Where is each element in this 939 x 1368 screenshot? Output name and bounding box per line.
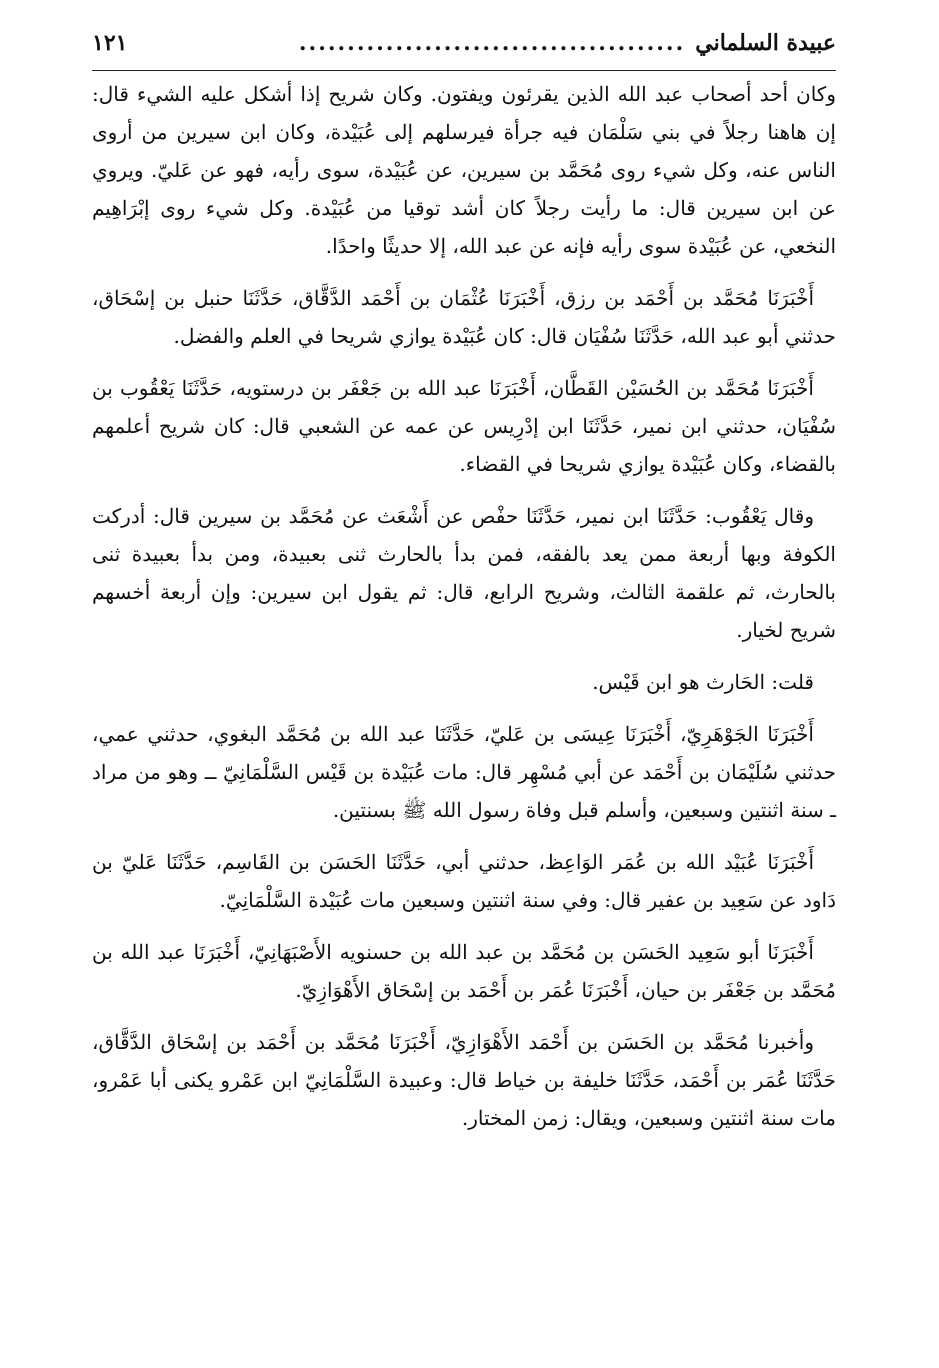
paragraph-5: قلت: الحَارث هو ابن قَيْس.	[592, 670, 814, 694]
running-header	[92, 30, 836, 71]
paragraph-7: أَخْبَرَنَا عُبَيْد الله بن عُمَر الوَاعِظ، حدثني أبي، حَدَّثَنَا الحَسَن بن القَاسِم، حَدَّثَنَا عَليّ بن دَاود عن سَعِيد بن عفير قال: وفي سنة اثنتين وسبعين مات عُبَيْدة السَّلْمَانِيّ.	[92, 850, 836, 912]
paragraph-8: أَخْبَرَنَا أبو سَعِيد الحَسَن بن مُحَمَّد بن عبد الله بن حسنويه الأَصْبَهَانِيّ، أَخْبَرَنَا عبد الله بن مُحَمَّد بن جَعْفَر بن حيان، أَخْبَرَنَا عُمَر بن أَحْمَد بن إسْحَاق الأَهْوَازِيّ.	[92, 940, 836, 1002]
chapter-title: عبيدة السلماني	[695, 30, 836, 56]
paragraph-4: وقال يَعْقُوب: حَدَّثَنَا ابن نمير، حَدَّثَنَا حفْص عن أَشْعَث عن مُحَمَّد بن سيرين قال: أدركت الكوفة وبها أربعة ممن يعد بالفقه، فمن بدأ بالحارث ثنى بعبيدة، ومن بدأ بعبيدة ثنى بالحارث، ثم علقمة الثالث، وشريح الرابع، قال: ثم يقول ابن سيرين: وإن أربعة أخسهم شريح لخيار.	[92, 504, 836, 642]
leader-dots: ........................................	[298, 30, 686, 56]
paragraph-1: وكان أحد أصحاب عبد الله الذين يقرئون ويفتون. وكان شريح إذا أشكل عليه الشيء قال: إن هاهنا رجلاً في بني سَلْمَان فيه جرأة فيرسلهم إلى عُبَيْدة، وكان ابن سيرين من أروى الناس عنه، وكل شيء روى مُحَمَّد بن سيرين، عن عُبَيْدة، سوى رأيه، فهو عن عَليّ. ويروي عن ابن سيرين قال: ما رأيت رجلاً كان أشد توقيا من عُبَيْدة. وكل شيء روى إبْرَاهِيم النخعي، عن عُبَيْدة سوى رأيه فإنه عن عبد الله، إلا حديثًا واحدًا.	[92, 82, 836, 258]
page-number: ١٢١	[92, 30, 128, 56]
paragraph-6: أَخْبَرَنَا الجَوْهَرِيّ، أَخْبَرَنَا عِيسَى بن عَليّ، حَدَّثَنَا عبد الله بن مُحَمَّد البغوي، حدثني عمي، حدثني سُلَيْمَان بن أَحْمَد عن أبي مُسْهِر قال: مات عُبَيْدة بن قَيْس السَّلْمَانِيّ ــ وهو من مراد ـ سنة اثنتين وسبعين، وأسلم قبل وفاة رسول الله ﷺ بسنتين.	[92, 722, 836, 822]
body-text	[92, 75, 836, 1137]
paragraph-2: أَخْبَرَنَا مُحَمَّد بن أَحْمَد بن رزق، أَخْبَرَنَا عُثْمَان بن أَحْمَد الدَّقَّاق، حَدَّثَنَا حنبل بن إسْحَاق، حدثني أبو عبد الله، حَدَّثَنَا سُفْيَان قال: كان عُبَيْدة يوازي شريحا في العلم والفضل.	[92, 286, 836, 348]
paragraph-9: وأخبرنا مُحَمَّد بن الحَسَن بن أَحْمَد الأَهْوَازِيّ، أَخْبَرَنَا مُحَمَّد بن أَحْمَد بن إسْحَاق الدَّقَّاق، حَدَّثَنَا عُمَر بن أَحْمَد، حَدَّثَنَا خليفة بن خياط قال: وعبيدة السَّلْمَانِيّ ابن عَمْرو يكنى أبا عَمْرو، مات سنة اثنتين وسبعين، ويقال: زمن المختار.	[92, 1030, 836, 1130]
book-page	[92, 30, 836, 1151]
paragraph-3: أَخْبَرَنَا مُحَمَّد بن الحُسَيْن القَطَّان، أَخْبَرَنَا عبد الله بن جَعْفَر بن درستويه، حَدَّثَنَا يَعْقُوب بن سُفْيَان، حدثني ابن نمير، حَدَّثَنَا ابن إدْرِيس عن عمه عن الشعبي قال: كان شريح أعلمهم بالقضاء، وكان عُبَيْدة يوازي شريحا في القضاء.	[92, 376, 836, 476]
